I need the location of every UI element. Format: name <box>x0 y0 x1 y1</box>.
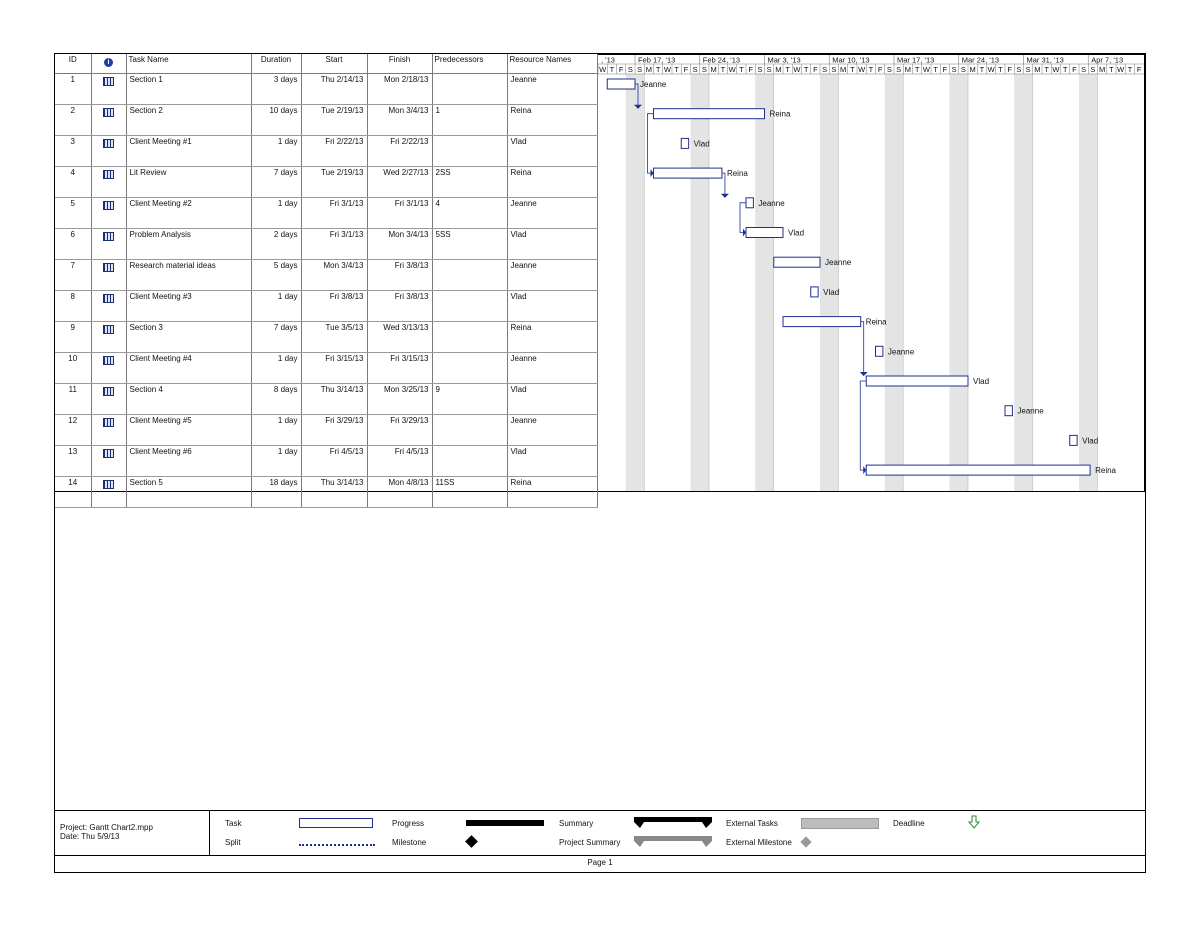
task-resource[interactable]: Jeanne <box>507 353 597 384</box>
task-resource[interactable]: Vlad <box>507 136 597 167</box>
legend-split-swatch <box>299 844 375 846</box>
task-bar <box>607 79 635 89</box>
weekend-shade <box>755 74 764 491</box>
legend-milestone-label: Milestone <box>392 838 427 847</box>
task-bar <box>746 198 753 208</box>
day-label: W <box>599 65 607 74</box>
day-label: S <box>637 65 643 74</box>
dependency-arrow <box>721 194 729 198</box>
legend-external-milestone-label: External Milestone <box>726 838 792 847</box>
table-icon <box>103 356 114 365</box>
task-predecessors[interactable] <box>432 74 507 105</box>
task-start[interactable]: Thu 2/14/13 <box>301 74 367 105</box>
task-finish[interactable]: Fri 3/8/13 <box>367 291 432 322</box>
day-label: T <box>674 65 679 74</box>
task-resource[interactable]: Jeanne <box>507 260 597 291</box>
legend-progress-label: Progress <box>392 819 425 828</box>
task-duration[interactable]: 18 days <box>251 477 301 508</box>
task-table-body <box>55 74 597 508</box>
task-id[interactable]: 7 <box>55 260 91 291</box>
task-name[interactable]: Section 5 <box>126 477 251 508</box>
table-row[interactable] <box>55 446 597 477</box>
legend-project-summary-swatch <box>634 835 714 849</box>
day-label: S <box>1016 65 1022 74</box>
day-label: T <box>998 65 1003 74</box>
project-name: Project: Gantt Chart2.mpp <box>60 823 153 832</box>
day-label: F <box>942 65 948 74</box>
table-icon <box>103 108 114 117</box>
task-name[interactable]: Section 1 <box>126 74 251 105</box>
task-finish[interactable]: Mon 4/8/13 <box>367 477 432 508</box>
page-number: Page 1 <box>587 858 613 867</box>
task-finish[interactable]: Fri 3/15/13 <box>367 353 432 384</box>
task-indicator[interactable] <box>91 477 126 508</box>
task-id[interactable]: 1 <box>55 74 91 105</box>
task-id[interactable]: 12 <box>55 415 91 446</box>
table-row[interactable] <box>55 260 597 291</box>
task-name[interactable]: Problem Analysis <box>126 229 251 260</box>
week-label: Mar 31, '13 <box>1026 55 1064 65</box>
resource-label: Reina <box>865 317 887 327</box>
table-icon <box>103 170 114 179</box>
task-bar <box>1005 406 1012 416</box>
project-info <box>55 811 210 855</box>
weekend-shade <box>1079 74 1088 491</box>
task-start[interactable]: Fri 4/5/13 <box>301 446 367 477</box>
resource-label: Jeanne <box>640 80 667 89</box>
day-label: F <box>1007 65 1012 74</box>
task-table <box>55 54 598 492</box>
week-label: Mar 17, '13 <box>897 55 935 65</box>
resource-label: Jeanne <box>1017 406 1044 416</box>
legend-deadline-label: Deadline <box>893 819 925 828</box>
task-id[interactable]: 10 <box>55 353 91 384</box>
resource-label: Vlad <box>788 228 805 238</box>
task-resource[interactable]: Reina <box>507 322 597 353</box>
table-icon <box>103 418 114 427</box>
day-label: T <box>803 65 809 74</box>
day-label: S <box>766 65 772 74</box>
task-id[interactable]: 6 <box>55 229 91 260</box>
task-bar <box>866 465 1090 475</box>
task-finish[interactable]: Fri 2/22/13 <box>367 136 432 167</box>
day-label: M <box>904 65 911 74</box>
task-resource[interactable]: Reina <box>507 105 597 136</box>
task-predecessors[interactable] <box>432 322 507 353</box>
day-label: S <box>1025 65 1031 74</box>
day-label: S <box>960 65 966 74</box>
task-resource[interactable]: Vlad <box>507 229 597 260</box>
col-header-finish[interactable]: Finish <box>367 54 432 74</box>
task-resource[interactable]: Vlad <box>507 384 597 415</box>
legend-task-label: Task <box>225 819 242 828</box>
day-label: F <box>813 65 818 74</box>
day-label: F <box>1136 65 1142 74</box>
day-label: T <box>933 65 938 74</box>
task-predecessors[interactable] <box>432 353 507 384</box>
resource-label: Reina <box>1095 466 1117 476</box>
week-label: Mar 10, '13 <box>832 55 870 65</box>
day-label: W <box>1117 65 1125 74</box>
task-start[interactable]: Fri 2/22/13 <box>301 136 367 167</box>
legend-external-tasks-swatch <box>801 818 879 829</box>
task-indicator[interactable] <box>91 446 126 477</box>
task-predecessors[interactable] <box>432 446 507 477</box>
day-label: M <box>840 65 847 74</box>
legend <box>55 810 1145 856</box>
table-icon <box>103 449 114 458</box>
task-indicator[interactable] <box>91 74 126 105</box>
day-label: F <box>1072 65 1077 74</box>
day-label: M <box>1099 65 1106 74</box>
task-bar <box>654 168 722 178</box>
day-label: S <box>822 65 828 74</box>
task-predecessors[interactable] <box>432 260 507 291</box>
task-name[interactable]: Client Meeting #3 <box>126 291 251 322</box>
resource-label: Vlad <box>823 287 840 297</box>
week-label: Feb 17, '13 <box>638 55 676 65</box>
task-start[interactable]: Fri 3/1/13 <box>301 229 367 260</box>
week-label: Mar 24, '13 <box>961 55 1000 65</box>
legend-milestone-diamond <box>465 835 478 848</box>
task-start[interactable]: Fri 3/8/13 <box>301 291 367 322</box>
task-resource[interactable]: Reina <box>507 167 597 198</box>
col-header-predecessors[interactable]: Predecessors <box>432 54 507 74</box>
resource-label: Jeanne <box>825 258 852 268</box>
gantt-print-page <box>54 53 1146 873</box>
day-label: S <box>701 65 707 74</box>
col-header-resource-names[interactable]: Resource Names <box>507 54 597 74</box>
dependency-link <box>861 322 864 376</box>
day-label: T <box>655 65 661 74</box>
weekend-shade <box>829 74 838 491</box>
task-bar <box>811 287 818 297</box>
task-id[interactable]: 2 <box>55 105 91 136</box>
col-header-start[interactable]: Start <box>301 54 367 74</box>
day-label: T <box>850 65 855 74</box>
task-duration[interactable]: 1 day <box>251 446 301 477</box>
weekend-shade <box>950 74 959 491</box>
task-predecessors[interactable]: 1 <box>432 105 507 136</box>
gantt-chart <box>598 54 1145 492</box>
day-label: M <box>969 65 976 74</box>
day-label: M <box>1034 65 1041 74</box>
task-bar <box>654 109 765 119</box>
day-label: T <box>1127 65 1133 74</box>
day-label: T <box>914 65 920 74</box>
task-start[interactable]: Tue 2/19/13 <box>301 167 367 198</box>
legend-external-tasks-label: External Tasks <box>726 819 778 828</box>
legend-project-summary-label: Project Summary <box>559 838 621 847</box>
table-icon <box>103 294 114 303</box>
task-indicator[interactable] <box>91 229 126 260</box>
task-name[interactable]: Research material ideas <box>126 260 251 291</box>
table-row[interactable] <box>55 322 597 353</box>
task-indicator[interactable] <box>91 322 126 353</box>
task-bar <box>866 376 968 386</box>
task-resource[interactable]: Jeanne <box>507 415 597 446</box>
task-indicator[interactable] <box>91 105 126 136</box>
day-label: W <box>793 65 801 74</box>
task-finish[interactable]: Mon 3/4/13 <box>367 229 432 260</box>
day-label: T <box>979 65 985 74</box>
day-label: T <box>720 65 726 74</box>
task-resource[interactable]: Vlad <box>507 446 597 477</box>
resource-label: Vlad <box>973 377 990 386</box>
task-indicator[interactable] <box>91 384 126 415</box>
task-bar <box>774 257 820 267</box>
resource-label: Vlad <box>1082 436 1099 446</box>
task-predecessors[interactable]: 4 <box>432 198 507 229</box>
task-bar <box>746 228 783 238</box>
dependency-link <box>860 381 866 470</box>
task-finish[interactable]: Mon 2/18/13 <box>367 74 432 105</box>
task-duration[interactable]: 1 day <box>251 353 301 384</box>
day-label: T <box>1062 65 1068 74</box>
day-label: T <box>868 65 874 74</box>
task-start[interactable]: Fri 3/15/13 <box>301 353 367 384</box>
legend-split-label: Split <box>225 838 241 847</box>
day-label: T <box>739 65 744 74</box>
task-resource[interactable]: Jeanne <box>507 74 597 105</box>
legend-progress-swatch <box>466 820 544 826</box>
task-predecessors[interactable]: 5SS <box>432 229 507 260</box>
task-duration[interactable]: 8 days <box>251 384 301 415</box>
task-duration[interactable]: 7 days <box>251 322 301 353</box>
day-label: S <box>1090 65 1096 74</box>
task-name[interactable]: Lit Review <box>126 167 251 198</box>
task-id[interactable]: 3 <box>55 136 91 167</box>
task-id[interactable]: 8 <box>55 291 91 322</box>
task-indicator[interactable] <box>91 136 126 167</box>
day-label: S <box>692 65 698 74</box>
col-header-indicators[interactable] <box>91 54 126 74</box>
task-resource[interactable]: Reina <box>507 477 597 508</box>
weekend-shade <box>820 74 829 491</box>
legend-summary-label: Summary <box>559 819 594 828</box>
task-indicator[interactable] <box>91 198 126 229</box>
task-bar <box>783 317 861 327</box>
task-indicator[interactable] <box>91 291 126 322</box>
task-duration[interactable]: 1 day <box>251 198 301 229</box>
task-finish[interactable]: Fri 4/5/13 <box>367 446 432 477</box>
task-duration[interactable]: 7 days <box>251 167 301 198</box>
day-label: S <box>831 65 837 74</box>
task-id[interactable]: 14 <box>55 477 91 508</box>
task-start[interactable]: Fri 3/1/13 <box>301 198 367 229</box>
day-label: T <box>1044 65 1049 74</box>
table-row[interactable] <box>55 477 597 508</box>
task-predecessors[interactable]: 9 <box>432 384 507 415</box>
weekend-shade <box>1088 74 1097 491</box>
table-row[interactable] <box>55 229 597 260</box>
task-name[interactable]: Section 4 <box>126 384 251 415</box>
day-label: W <box>663 65 671 74</box>
task-finish[interactable]: Mon 3/4/13 <box>367 105 432 136</box>
col-header-task-name[interactable]: Task Name <box>126 54 251 74</box>
week-label: Feb 24, '13 <box>702 55 741 65</box>
day-label: W <box>1052 65 1060 74</box>
task-start[interactable]: Thu 3/14/13 <box>301 477 367 508</box>
task-name[interactable]: Client Meeting #4 <box>126 353 251 384</box>
weekend-shade <box>691 74 700 491</box>
weekend-shade <box>626 74 635 491</box>
table-header-row <box>55 54 597 74</box>
table-row[interactable] <box>55 167 597 198</box>
legend-external-milestone-diamond <box>800 836 811 847</box>
weekend-shade <box>635 74 644 491</box>
task-finish[interactable]: Wed 2/27/13 <box>367 167 432 198</box>
project-date: Date: Thu 5/9/13 <box>60 832 120 841</box>
table-icon <box>103 139 114 148</box>
task-name[interactable]: Section 3 <box>126 322 251 353</box>
resource-label: Reina <box>769 109 791 119</box>
task-id[interactable]: 4 <box>55 167 91 198</box>
deadline-arrow-icon <box>968 815 980 829</box>
weekend-shade <box>765 74 774 491</box>
dependency-arrow <box>860 372 868 376</box>
task-start[interactable]: Fri 3/29/13 <box>301 415 367 446</box>
table-icon <box>103 325 114 334</box>
table-row[interactable] <box>55 74 597 105</box>
day-label: S <box>896 65 902 74</box>
day-label: T <box>1109 65 1114 74</box>
day-label: F <box>877 65 883 74</box>
resource-label: Jeanne <box>758 198 785 208</box>
task-indicator[interactable] <box>91 415 126 446</box>
day-label: S <box>757 65 763 74</box>
resource-label: Reina <box>726 169 748 179</box>
task-name[interactable]: Client Meeting #1 <box>126 136 251 167</box>
task-id[interactable]: 13 <box>55 446 91 477</box>
day-label: S <box>1081 65 1087 74</box>
task-predecessors[interactable] <box>432 291 507 322</box>
task-duration[interactable]: 2 days <box>251 229 301 260</box>
col-header-id[interactable]: ID <box>55 54 91 74</box>
task-name[interactable]: Client Meeting #2 <box>126 198 251 229</box>
table-icon <box>103 77 114 86</box>
dependency-link <box>740 203 746 233</box>
resource-label: Jeanne <box>887 347 915 357</box>
task-table-grid <box>55 54 598 508</box>
task-predecessors[interactable] <box>432 136 507 167</box>
task-name[interactable]: Section 2 <box>126 105 251 136</box>
day-label: F <box>748 65 753 74</box>
day-label: F <box>618 65 624 74</box>
weekend-shade <box>700 74 709 491</box>
day-label: T <box>785 65 790 74</box>
day-label: W <box>858 65 866 74</box>
table-icon <box>103 201 114 210</box>
table-icon <box>103 232 114 241</box>
day-label: W <box>728 65 736 74</box>
day-label: F <box>683 65 689 74</box>
task-bar <box>681 138 688 148</box>
task-finish[interactable]: Mon 3/25/13 <box>367 384 432 415</box>
table-icon <box>103 387 114 396</box>
day-label: S <box>627 65 633 74</box>
dependency-link <box>648 114 654 173</box>
legend-task-swatch <box>299 818 373 828</box>
task-bar <box>876 346 883 356</box>
task-id[interactable]: 5 <box>55 198 91 229</box>
day-label: S <box>951 65 957 74</box>
task-predecessors[interactable] <box>432 415 507 446</box>
task-indicator[interactable] <box>91 167 126 198</box>
task-finish[interactable]: Fri 3/8/13 <box>367 260 432 291</box>
table-row[interactable] <box>55 105 597 136</box>
table-row[interactable] <box>55 291 597 322</box>
table-icon <box>103 480 114 489</box>
day-label: M <box>710 65 717 74</box>
task-duration[interactable]: 5 days <box>251 260 301 291</box>
task-start[interactable]: Tue 2/19/13 <box>301 105 367 136</box>
task-indicator[interactable] <box>91 260 126 291</box>
weekend-shade <box>885 74 894 491</box>
weekend-shade <box>959 74 968 491</box>
table-icon <box>103 263 114 272</box>
task-finish[interactable]: Fri 3/29/13 <box>367 415 432 446</box>
task-duration[interactable]: 3 days <box>251 74 301 105</box>
week-label: Mar 3, '13 <box>767 55 801 65</box>
day-label: W <box>922 65 930 74</box>
legend-summary-swatch <box>634 816 714 830</box>
week-label: Apr 7, '13 <box>1091 55 1124 65</box>
task-indicator[interactable] <box>91 353 126 384</box>
gantt-chart-canvas <box>598 54 1145 491</box>
info-icon: i <box>104 58 113 67</box>
day-label: M <box>645 65 652 74</box>
task-name[interactable]: Client Meeting #6 <box>126 446 251 477</box>
task-predecessors[interactable]: 11SS <box>432 477 507 508</box>
task-resource[interactable]: Vlad <box>507 291 597 322</box>
task-resource[interactable]: Jeanne <box>507 198 597 229</box>
task-duration[interactable]: 1 day <box>251 136 301 167</box>
weekend-shade <box>1014 74 1023 491</box>
table-row[interactable] <box>55 353 597 384</box>
task-start[interactable]: Tue 3/5/13 <box>301 322 367 353</box>
table-row[interactable] <box>55 415 597 446</box>
task-duration[interactable]: 10 days <box>251 105 301 136</box>
day-label: W <box>987 65 995 74</box>
col-header-duration[interactable]: Duration <box>251 54 301 74</box>
task-finish[interactable]: Wed 3/13/13 <box>367 322 432 353</box>
task-start[interactable]: Thu 3/14/13 <box>301 384 367 415</box>
table-row[interactable] <box>55 136 597 167</box>
task-bar <box>1070 435 1077 445</box>
task-predecessors[interactable]: 2SS <box>432 167 507 198</box>
task-duration[interactable]: 1 day <box>251 291 301 322</box>
day-label: T <box>609 65 615 74</box>
task-start[interactable]: Mon 3/4/13 <box>301 260 367 291</box>
table-row[interactable] <box>55 384 597 415</box>
task-id[interactable]: 9 <box>55 322 91 353</box>
weekend-shade <box>894 74 903 491</box>
weekend-shade <box>1024 74 1033 491</box>
day-label: S <box>886 65 892 74</box>
week-label: , '13 <box>601 55 615 65</box>
task-duration[interactable]: 1 day <box>251 415 301 446</box>
day-label: M <box>775 65 782 74</box>
task-finish[interactable]: Fri 3/1/13 <box>367 198 432 229</box>
resource-label: Vlad <box>693 139 710 149</box>
table-row[interactable] <box>55 198 597 229</box>
task-name[interactable]: Client Meeting #5 <box>126 415 251 446</box>
task-id[interactable]: 11 <box>55 384 91 415</box>
